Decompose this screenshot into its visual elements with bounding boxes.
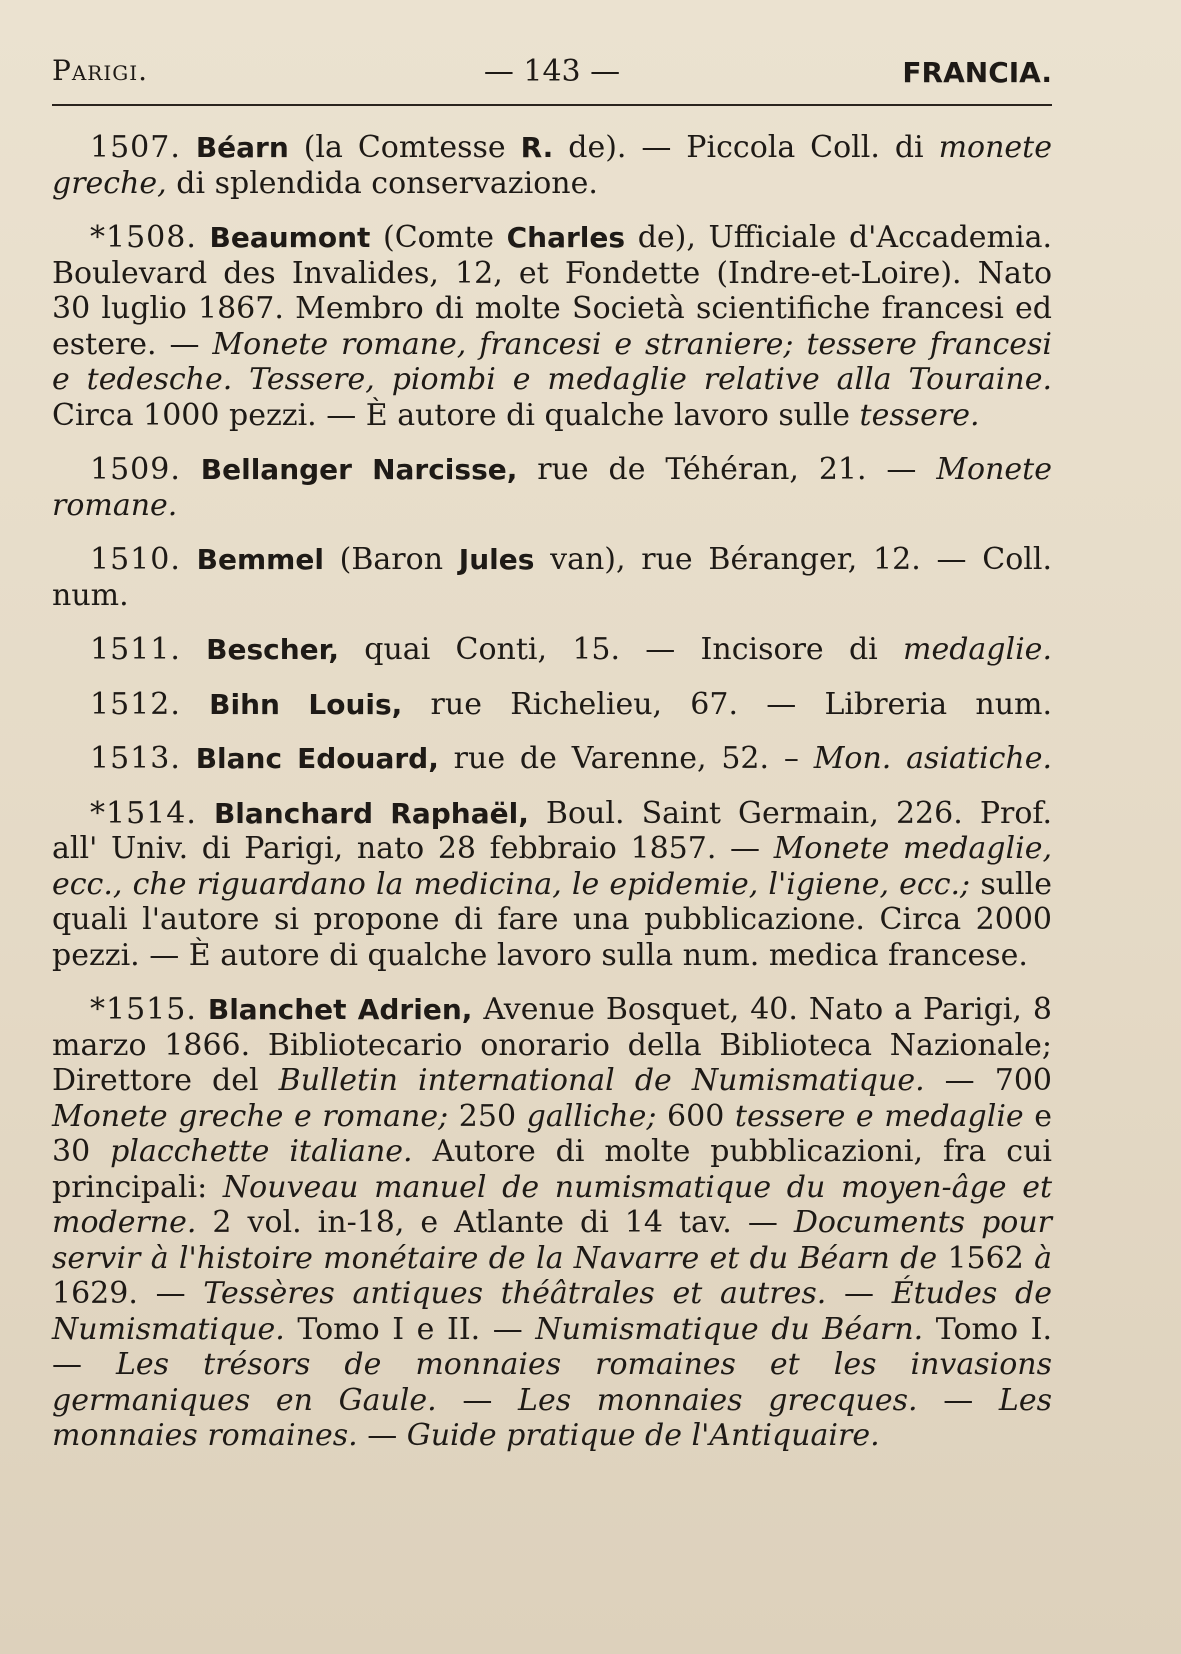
entry-1509 — [52, 452, 1052, 523]
entry-text: rue Richelieu, 67. — Libreria num. — [402, 686, 1052, 722]
entry-italic: Guide pratique de l'Antiquaire. — [406, 1418, 880, 1453]
entry-text: (la Comtesse — [288, 130, 521, 165]
entry-1507 — [52, 130, 1052, 201]
entry-text: e 30 — [52, 1098, 1052, 1169]
entry-name: Bescher, — [206, 633, 340, 666]
entry-text: 250 — [448, 1098, 527, 1134]
entry-text: — — [917, 1382, 999, 1418]
entry-italic: Les trésors de monnaies romaines et les invasions germaniques en Gaule. — [52, 1347, 1052, 1418]
entry-text: Tomo I e II. — — [284, 1311, 536, 1347]
entry-italic: Monete romane. — [52, 452, 1052, 523]
header-city: Parigi. — [52, 54, 149, 87]
entry-text: — — [357, 1418, 407, 1453]
entry-name: Bemmel — [196, 543, 324, 576]
entry-1513 — [52, 741, 1052, 777]
entry-text: van), rue Béranger, 12. — Coll. num. — [52, 542, 1052, 613]
entry-text: Avenue Bosquet, 40. Nato a Parigi, 8 marzo 1866. Bibliotecario onorario della Biblioteca Nazionale; Direttore del — [52, 992, 1052, 1098]
entry-text: 600 — [656, 1098, 735, 1134]
header-country: FRANCIA. — [902, 56, 1052, 89]
entry-italic: Bulletin international de Numismatique. — [278, 1063, 925, 1098]
entry-italic: galliche; — [526, 1098, 657, 1134]
entry-text: sulle quali l'autore si propone di fare una pubblicazione. Circa 2000 pezzi. — È autore di qualche lavoro sulla num. medica francese. — [52, 866, 1052, 973]
entry-name: Bihn Louis, — [209, 687, 403, 721]
entry-1512 — [52, 687, 1052, 723]
entry-text: de). — Piccola Coll. di — [553, 130, 939, 165]
entry-italic: Nouveau manuel de numismatique du moyen-âge et moderne. — [52, 1169, 1052, 1240]
entry-italic: à — [1034, 1240, 1053, 1276]
entry-italic: Monete greche e romane; — [52, 1098, 449, 1134]
entry-italic: tessere e medaglie — [734, 1098, 1024, 1134]
entry-number: 1507. — [90, 130, 181, 165]
entry-text: 1629. — — [52, 1276, 204, 1311]
entry-name: Blanchard Raphaël, — [213, 796, 529, 830]
entry-text: (Comte — [370, 220, 507, 255]
entry-number: *1515. — [90, 992, 197, 1027]
entry-text: de), Ufficiale d'Accademia. Boulevard des Invalides, 12, et Fondette (Indre-et-Loire). Nato 30 luglio 1867. Membro di molte Società scientifiche francesi ed estere. — — [52, 220, 1052, 362]
entry-name: Béarn — [195, 131, 289, 164]
entry-italic: Documents pour servir à l'histoire monétaire de la Navarre et du Béarn de — [52, 1205, 1053, 1276]
entry-number: 1513. — [90, 741, 181, 776]
entry-italic: tessere. — [859, 397, 980, 433]
header-rule — [52, 104, 1052, 106]
entry-number: *1508. — [90, 220, 197, 255]
entry-name: Beaumont — [209, 221, 371, 254]
entry-italic: Monete medaglie, ecc., che riguardano la medicina, le epidemie, l'igiene, ecc.; — [52, 831, 1052, 902]
entry-number: 1511. — [90, 632, 181, 667]
entry-name: Charles — [506, 221, 626, 254]
entry-text: Tomo I. — — [52, 1311, 1052, 1382]
entry-italic: Mon. asiatiche. — [813, 741, 1052, 776]
entry-1514 — [52, 796, 1052, 974]
entry-name: Blanchet Adrien, — [207, 993, 473, 1026]
entry-text: quai Conti, 15. — Incisore di — [339, 632, 903, 667]
entry-italic: Études de Numismatique. — [52, 1276, 1052, 1347]
entry-1511 — [52, 632, 1052, 668]
page-number: — 143 — — [483, 54, 621, 89]
entry-text: — 700 — [924, 1063, 1052, 1098]
entry-italic: placchette italiane. — [110, 1134, 413, 1169]
entry-italic: Tessères antiques théâtrales et autres. — [203, 1276, 827, 1311]
entry-number: 1509. — [90, 452, 181, 487]
entry-italic: Monete romane, francesi e straniere; tessere francesi e tedesche. Tessere, piombi e medaglie relative alla Touraine. — [52, 326, 1052, 397]
entry-1510 — [52, 542, 1052, 613]
entry-text: Circa 1000 pezzi. — È autore di qualche lavoro sulle — [52, 397, 860, 433]
entry-text: Autore di molte pubblicazioni, fra cui principali: — [52, 1134, 1052, 1205]
entry-italic: Les monnaies romaines. — [52, 1382, 1052, 1453]
entry-name: Blanc Edouard, — [195, 742, 439, 775]
entry-name: Bellanger Narcisse, — [200, 453, 518, 486]
entry-text: rue de Téhéran, 21. — — [517, 452, 937, 487]
entry-italic: medaglie. — [903, 632, 1052, 667]
running-header — [52, 54, 1052, 94]
entry-name: Jules — [458, 543, 535, 576]
entry-number: 1512. — [90, 686, 181, 722]
entry-list — [52, 130, 1052, 1473]
entry-text: (Baron — [323, 542, 459, 577]
entry-text: di splendida conservazione. — [166, 165, 598, 201]
entry-text: Boul. Saint Germain, 226. Prof. all' Univ. di Parigi, nato 28 febbraio 1857. — — [52, 795, 1052, 866]
entry-number: *1514. — [90, 795, 197, 831]
entry-italic: Numismatique du Béarn. — [535, 1311, 924, 1347]
entry-text: — — [826, 1276, 892, 1311]
entry-text: rue de Varenne, 52. – — [438, 741, 814, 776]
entry-italic: Les monnaies grecques. — [518, 1382, 918, 1418]
entry-number: 1510. — [90, 542, 181, 577]
entry-1508 — [52, 220, 1052, 433]
entry-italic: monete greche, — [52, 130, 1052, 201]
entry-1515 — [52, 992, 1052, 1454]
entry-name: R. — [520, 131, 554, 164]
entry-text: 2 vol. in-18, e Atlante di 14 tav. — — [196, 1205, 794, 1240]
entry-text: 1562 — [937, 1240, 1035, 1276]
entry-text: — — [436, 1382, 519, 1418]
